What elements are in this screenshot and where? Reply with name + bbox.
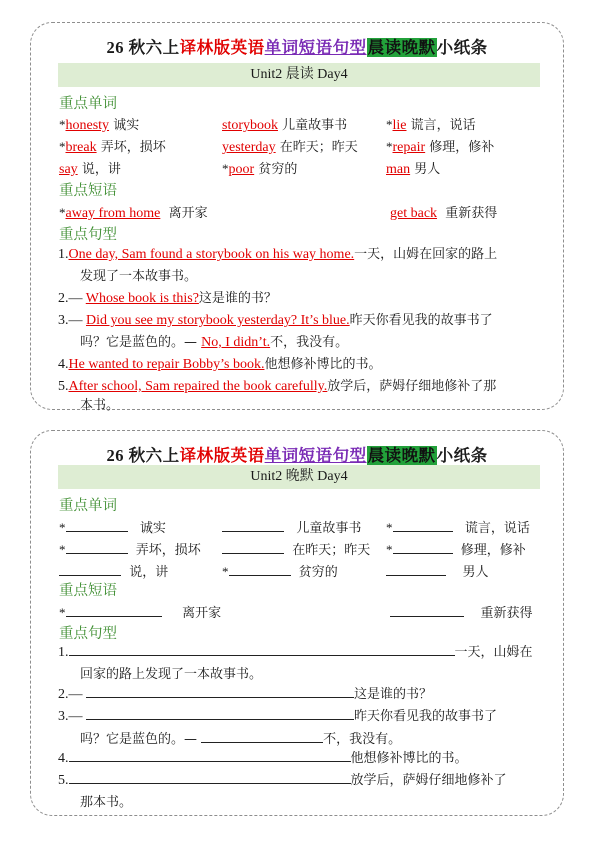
sentence-blank-item: 2.— 这是谁的书？ bbox=[58, 683, 546, 706]
word-item: *break 弄坏，损坏 bbox=[59, 139, 166, 155]
word-row bbox=[59, 561, 543, 581]
sentence-blank-item: 4. 他想修补博比的书。 bbox=[58, 747, 546, 770]
words-heading: 重点单词 bbox=[59, 498, 117, 514]
word-row bbox=[59, 158, 543, 178]
answer-blank[interactable] bbox=[66, 602, 162, 617]
phrases-heading: 重点短语 bbox=[59, 183, 117, 199]
title-content: 单词短语句型 bbox=[264, 446, 367, 465]
answer-blank[interactable] bbox=[69, 747, 351, 762]
title-grade: 26 秋六上 bbox=[106, 446, 180, 465]
sentence-blank-item: 5. 放学后，萨姆仔细地修补了 那本书。 bbox=[58, 769, 546, 814]
word-blank-item: 在昨天；昨天 bbox=[222, 539, 370, 558]
card-title bbox=[31, 442, 563, 466]
title-suffix: 小纸条 bbox=[436, 446, 488, 465]
word-blank-item: 说，讲 bbox=[59, 561, 168, 580]
word-row bbox=[59, 539, 543, 559]
evening-card bbox=[30, 430, 564, 816]
word-item: *honesty 诚实 bbox=[59, 117, 140, 133]
answer-blank[interactable] bbox=[393, 517, 453, 532]
word-blank-item: * 贫穷的 bbox=[222, 561, 338, 580]
answer-blank[interactable] bbox=[390, 602, 464, 617]
word-item: *poor 贫穷的 bbox=[222, 161, 298, 177]
title-grade: 26 秋六上 bbox=[106, 38, 180, 57]
phrase-item: get back 重新获得 bbox=[390, 206, 498, 221]
word-row bbox=[59, 136, 543, 156]
answer-blank[interactable] bbox=[69, 769, 351, 784]
morning-card bbox=[30, 22, 564, 413]
title-edition: 译林版英语 bbox=[179, 38, 265, 57]
phrase-blank-item: 重新获得 bbox=[390, 602, 533, 621]
title-content: 单词短语句型 bbox=[264, 38, 367, 57]
word-item: storybook 儿童故事书 bbox=[222, 118, 348, 133]
answer-blank[interactable] bbox=[386, 561, 446, 576]
sentence-item: 3.— Did you see my storybook yesterday? It’s blue.昨天你看见我的故事书了 吗？它是蓝色的。— No, I didn’t.不，我没有。 bbox=[58, 313, 493, 350]
answer-blank[interactable] bbox=[222, 539, 284, 554]
phrase-item: *away from home 离开家 bbox=[59, 205, 208, 221]
sentence-item: 1.One day, Sam found a storybook on his way home.一天，山姆在回家的路上 发现了一本故事书。 bbox=[58, 247, 498, 284]
answer-blank[interactable] bbox=[69, 641, 455, 656]
sentence-item: 5.After school, Sam repaired the book carefully.放学后，萨姆仔细地修补了那 本书。 bbox=[58, 379, 497, 413]
sentence-item: 2.— Whose book is this?这是谁的书？ bbox=[58, 291, 277, 306]
word-blank-item: * 弄坏，损坏 bbox=[59, 539, 201, 558]
unit-banner: Unit2 晚默 Day4 bbox=[58, 465, 540, 489]
title-mode: 晨读晚默 bbox=[367, 38, 436, 57]
answer-blank[interactable] bbox=[229, 561, 291, 576]
word-item: yesterday 在昨天；昨天 bbox=[222, 140, 358, 155]
word-blank-item: * 诚实 bbox=[59, 517, 166, 536]
sentence-blank-item: 3.— 昨天你看见我的故事书了 吗？它是蓝色的。— 不，我没有。 bbox=[58, 705, 546, 751]
phrases-heading: 重点短语 bbox=[59, 583, 117, 599]
card-title bbox=[31, 34, 563, 58]
title-suffix: 小纸条 bbox=[436, 38, 488, 57]
word-blank-item: 儿童故事书 bbox=[222, 517, 361, 536]
unit-banner: Unit2 晨读 Day4 bbox=[58, 63, 540, 87]
word-item: *repair 修理，修补 bbox=[386, 139, 495, 155]
word-blank-item: * 谎言，说话 bbox=[386, 517, 530, 536]
word-item: say 说，讲 bbox=[59, 162, 121, 177]
phrase-row bbox=[59, 602, 543, 622]
word-row bbox=[59, 114, 543, 134]
word-blank-item: * 修理，修补 bbox=[386, 539, 526, 558]
answer-blank[interactable] bbox=[86, 683, 354, 698]
word-row bbox=[59, 517, 543, 537]
sentence-item: 4.He wanted to repair Bobby’s book.他想修补博比的书。 bbox=[58, 357, 382, 372]
phrase-blank-item: * 离开家 bbox=[59, 602, 221, 621]
sentence-blank-item: 1. 一天，山姆在 回家的路上发现了一本故事书。 bbox=[58, 641, 546, 686]
answer-blank[interactable] bbox=[393, 539, 453, 554]
word-item: man 男人 bbox=[386, 162, 441, 177]
words-heading: 重点单词 bbox=[59, 96, 117, 112]
answer-blank[interactable] bbox=[201, 728, 323, 743]
title-edition: 译林版英语 bbox=[179, 446, 265, 465]
answer-blank[interactable] bbox=[59, 561, 121, 576]
answer-blank[interactable] bbox=[86, 705, 354, 720]
phrase-row bbox=[59, 202, 543, 222]
sentences-heading: 重点句型 bbox=[59, 626, 117, 642]
answer-blank[interactable] bbox=[66, 517, 128, 532]
sentences-heading: 重点句型 bbox=[59, 227, 117, 243]
answer-blank[interactable] bbox=[222, 517, 284, 532]
title-mode: 晨读晚默 bbox=[367, 446, 436, 465]
word-item: *lie 谎言，说话 bbox=[386, 117, 476, 133]
word-blank-item: 男人 bbox=[386, 561, 489, 580]
answer-blank[interactable] bbox=[66, 539, 128, 554]
